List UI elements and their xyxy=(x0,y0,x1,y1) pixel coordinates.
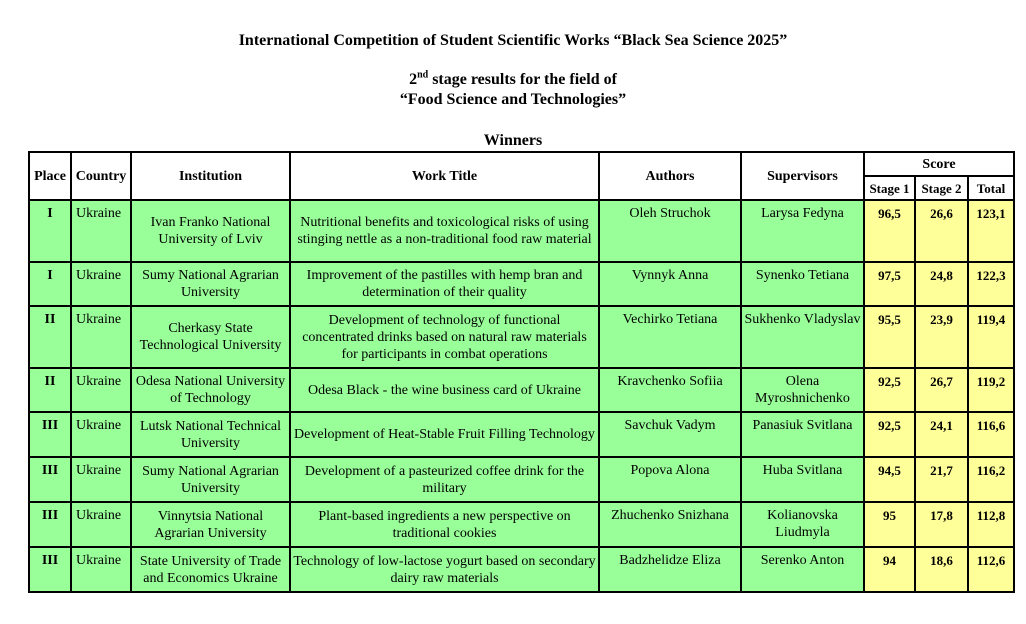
section-heading: Winners xyxy=(483,132,543,149)
cell-country: Ukraine xyxy=(71,306,131,368)
cell-supervisors: Panasiuk Svitlana xyxy=(741,412,864,457)
cell-work-title: Improvement of the pastilles with hemp bran and determination of their quality xyxy=(290,262,599,306)
cell-stage1: 92,5 xyxy=(864,368,915,412)
stage-subtitle-text: stage results for the field of xyxy=(428,71,617,88)
cell-institution: Lutsk National Technical University xyxy=(131,412,290,457)
cell-place: III xyxy=(29,502,71,547)
cell-total: 112,6 xyxy=(968,547,1014,592)
col-header-score: Score xyxy=(864,152,1014,176)
cell-place: III xyxy=(29,412,71,457)
cell-stage1: 96,5 xyxy=(864,200,915,262)
cell-supervisors: Huba Svitlana xyxy=(741,457,864,502)
cell-work-title: Development of Heat-Stable Fruit Filling Technology xyxy=(290,412,599,457)
document-title: International Competition of Student Scientific Works “Black Sea Science 2025” xyxy=(238,32,788,49)
cell-stage2: 26,7 xyxy=(915,368,968,412)
cell-authors: Zhuchenko Snizhana xyxy=(599,502,741,547)
cell-country: Ukraine xyxy=(71,547,131,592)
cell-authors: Savchuk Vadym xyxy=(599,412,741,457)
cell-place: II xyxy=(29,368,71,412)
cell-stage2: 26,6 xyxy=(915,200,968,262)
cell-work-title: Nutritional benefits and toxicological risks of using stinging nettle as a non-traditional food raw material xyxy=(290,200,599,262)
cell-stage1: 94 xyxy=(864,547,915,592)
table-row xyxy=(29,457,1014,502)
cell-total: 119,2 xyxy=(968,368,1014,412)
cell-institution: Sumy National Agrarian University xyxy=(131,262,290,306)
col-header-place: Place xyxy=(29,152,71,200)
cell-stage2: 17,8 xyxy=(915,502,968,547)
cell-institution: Vinnytsia National Agrarian University xyxy=(131,502,290,547)
cell-stage2: 24,8 xyxy=(915,262,968,306)
cell-authors: Badzhelidze Eliza xyxy=(599,547,741,592)
table-row xyxy=(29,412,1014,457)
cell-place: I xyxy=(29,262,71,306)
cell-country: Ukraine xyxy=(71,368,131,412)
cell-supervisors: Synenko Tetiana xyxy=(741,262,864,306)
cell-stage1: 95,5 xyxy=(864,306,915,368)
cell-supervisors: Kolianovska Liudmyla xyxy=(741,502,864,547)
cell-supervisors: Olena Myroshnichenko xyxy=(741,368,864,412)
cell-authors: Popova Alona xyxy=(599,457,741,502)
cell-authors: Vechirko Tetiana xyxy=(599,306,741,368)
cell-country: Ukraine xyxy=(71,457,131,502)
cell-stage1: 94,5 xyxy=(864,457,915,502)
cell-stage2: 18,6 xyxy=(915,547,968,592)
stage-ordinal-suffix: nd xyxy=(417,69,429,81)
cell-total: 122,3 xyxy=(968,262,1014,306)
cell-stage2: 23,9 xyxy=(915,306,968,368)
col-header-supervisors: Supervisors xyxy=(741,152,864,200)
table-row xyxy=(29,262,1014,306)
cell-stage1: 95 xyxy=(864,502,915,547)
cell-total: 119,4 xyxy=(968,306,1014,368)
cell-country: Ukraine xyxy=(71,200,131,262)
col-header-stage1: Stage 1 xyxy=(864,176,915,200)
cell-total: 112,8 xyxy=(968,502,1014,547)
cell-stage2: 21,7 xyxy=(915,457,968,502)
table-row xyxy=(29,306,1014,368)
cell-country: Ukraine xyxy=(71,412,131,457)
cell-authors: Vynnyk Anna xyxy=(599,262,741,306)
cell-stage1: 92,5 xyxy=(864,412,915,457)
cell-supervisors: Sukhenko Vladyslav xyxy=(741,306,864,368)
cell-institution: Ivan Franko National University of Lviv xyxy=(131,200,290,262)
cell-stage1: 97,5 xyxy=(864,262,915,306)
cell-supervisors: Serenko Anton xyxy=(741,547,864,592)
cell-supervisors: Larysa Fedyna xyxy=(741,200,864,262)
field-name: “Food Science and Technologies” xyxy=(399,91,627,108)
cell-stage2: 24,1 xyxy=(915,412,968,457)
cell-institution: Odesa National University of Technology xyxy=(131,368,290,412)
col-header-country: Country xyxy=(71,152,131,200)
cell-institution: State University of Trade and Economics Ukraine xyxy=(131,547,290,592)
cell-total: 116,6 xyxy=(968,412,1014,457)
col-header-institution: Institution xyxy=(131,152,290,200)
cell-country: Ukraine xyxy=(71,262,131,306)
cell-place: II xyxy=(29,306,71,368)
col-header-total: Total xyxy=(968,176,1014,200)
cell-work-title: Plant-based ingredients a new perspective on traditional cookies xyxy=(290,502,599,547)
cell-total: 123,1 xyxy=(968,200,1014,262)
col-header-stage2: Stage 2 xyxy=(915,176,968,200)
col-header-work-title: Work Title xyxy=(290,152,599,200)
stage-subtitle xyxy=(0,71,1026,89)
table-row xyxy=(29,502,1014,547)
col-header-authors: Authors xyxy=(599,152,741,200)
cell-work-title: Technology of low-lactose yogurt based on secondary dairy raw materials xyxy=(290,547,599,592)
cell-place: III xyxy=(29,457,71,502)
cell-work-title: Development of a pasteurized coffee drink for the military xyxy=(290,457,599,502)
cell-work-title: Odesa Black - the wine business card of Ukraine xyxy=(290,368,599,412)
cell-place: III xyxy=(29,547,71,592)
cell-total: 116,2 xyxy=(968,457,1014,502)
cell-institution: Cherkasy State Technological University xyxy=(131,306,290,368)
table-row xyxy=(29,547,1014,592)
results-table xyxy=(28,151,1015,593)
stage-number: 2 xyxy=(409,71,418,88)
header-row xyxy=(29,152,1014,176)
table-row xyxy=(29,368,1014,412)
table-row xyxy=(29,200,1014,262)
cell-work-title: Development of technology of functional concentrated drinks based on natural raw materials for participants in combat operations xyxy=(290,306,599,368)
cell-authors: Oleh Struchok xyxy=(599,200,741,262)
cell-country: Ukraine xyxy=(71,502,131,547)
cell-institution: Sumy National Agrarian University xyxy=(131,457,290,502)
cell-place: I xyxy=(29,200,71,262)
cell-authors: Kravchenko Sofiia xyxy=(599,368,741,412)
